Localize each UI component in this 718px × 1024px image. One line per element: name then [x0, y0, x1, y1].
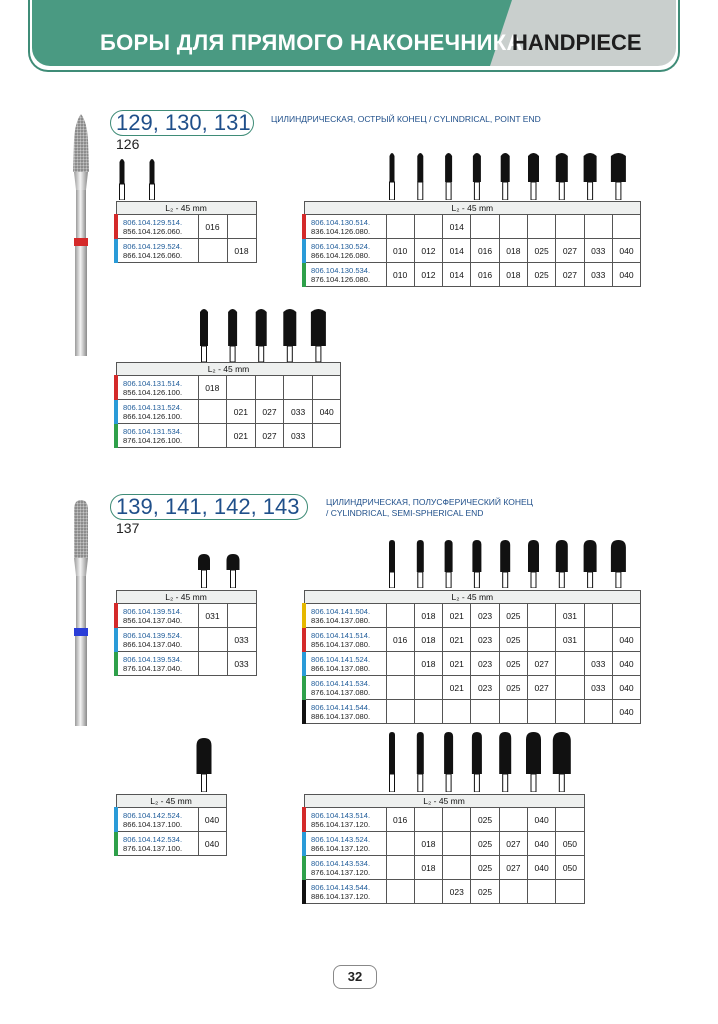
size-cell: 027 — [255, 400, 284, 424]
bur-icon — [417, 153, 423, 200]
table-row — [116, 808, 226, 832]
bur-icons-143 — [384, 730, 584, 792]
size-cell — [227, 604, 256, 628]
size-cell: 016 — [198, 215, 227, 239]
table-row — [304, 604, 641, 628]
catalog-code-secondary: 876.104.137.040. — [123, 663, 183, 673]
size-cell — [499, 808, 527, 832]
bur-icon — [256, 309, 267, 362]
size-cell: 010 — [386, 239, 414, 263]
catalog-code-primary: 806.104.129.524. — [123, 241, 183, 251]
catalog-code — [116, 239, 198, 263]
bur-shank-round-blue — [66, 498, 96, 728]
catalog-code — [304, 832, 386, 856]
size-cell: 033 — [584, 652, 612, 676]
size-cell — [386, 856, 414, 880]
catalog-code-primary: 806.104.141.534. — [311, 678, 371, 688]
size-cell — [527, 700, 555, 724]
size-cell: 033 — [284, 424, 313, 448]
size-cell: 012 — [414, 263, 442, 287]
size-cell — [471, 700, 499, 724]
catalog-code-primary: 806.104.143.524. — [311, 834, 371, 844]
size-cell: 014 — [443, 239, 471, 263]
table-139 — [114, 590, 257, 676]
size-cell: 018 — [414, 604, 442, 628]
size-cell — [386, 215, 414, 239]
header-title-en: HANDPIECE — [512, 30, 642, 55]
size-cell — [443, 832, 471, 856]
table-row — [116, 215, 256, 239]
size-cell: 025 — [499, 676, 527, 700]
size-cell — [471, 215, 499, 239]
bur-icons-141 — [384, 538, 644, 588]
size-cell: 040 — [198, 832, 226, 856]
size-cell: 033 — [584, 676, 612, 700]
size-cell — [312, 424, 341, 448]
size-cell — [556, 215, 584, 239]
catalog-code-primary: 806.104.141.524. — [311, 654, 371, 664]
bur-icon — [472, 732, 482, 792]
catalog-code-primary: 806.104.139.534. — [123, 654, 183, 664]
bur-icon — [197, 738, 212, 792]
size-cell: 023 — [443, 880, 471, 904]
size-cell: 033 — [227, 628, 256, 652]
table-row — [116, 376, 341, 400]
catalog-code-primary: 806.104.143.514. — [311, 810, 371, 820]
bur-icon — [611, 540, 626, 588]
size-cell: 027 — [527, 652, 555, 676]
size-cell — [414, 215, 442, 239]
page-number: 32 — [333, 965, 377, 989]
catalog-code — [116, 628, 198, 652]
l2-header: L₂ - 45 mm — [304, 202, 641, 215]
catalog-code-primary: 806.104.139.514. — [123, 606, 183, 616]
size-cell — [414, 808, 442, 832]
bur-icon — [389, 732, 395, 792]
size-cell: 025 — [471, 832, 499, 856]
catalog-code-primary: 806.104.142.524. — [123, 810, 183, 820]
size-cell — [612, 604, 640, 628]
size-cell — [386, 832, 414, 856]
size-cell — [443, 700, 471, 724]
catalog-code-secondary: 886.104.137.120. — [311, 891, 371, 901]
size-cell: 050 — [556, 856, 584, 880]
catalog-code — [304, 263, 386, 287]
catalog-code-primary: 806.104.130.534. — [311, 265, 371, 275]
size-cell: 023 — [471, 676, 499, 700]
size-cell: 012 — [414, 239, 442, 263]
table-row — [304, 239, 641, 263]
size-cell — [386, 604, 414, 628]
size-cell — [584, 700, 612, 724]
size-cell — [556, 808, 584, 832]
bur-icon — [200, 309, 208, 362]
size-cell: 040 — [612, 239, 640, 263]
catalog-code-secondary: 876.104.137.120. — [311, 867, 371, 877]
bur-icon — [556, 153, 568, 200]
section1-description: ЦИЛИНДРИЧЕСКАЯ, ОСТРЫЙ КОНЕЦ / CYLINDRICAL, POINT END — [271, 114, 541, 124]
size-cell: 021 — [227, 400, 256, 424]
catalog-code — [304, 700, 386, 724]
table-row — [304, 880, 584, 904]
catalog-code — [304, 880, 386, 904]
catalog-code — [116, 832, 198, 856]
size-cell: 016 — [386, 628, 414, 652]
catalog-code-secondary: 866.104.126.080. — [311, 250, 371, 260]
catalog-code-secondary: 856.104.137.040. — [123, 615, 183, 625]
size-cell: 025 — [527, 263, 555, 287]
table-row — [304, 628, 641, 652]
bur-icon — [444, 732, 453, 792]
catalog-code-primary: 806.104.139.524. — [123, 630, 183, 640]
catalog-code-secondary: 876.104.126.100. — [123, 435, 183, 445]
size-cell: 031 — [556, 628, 584, 652]
size-cell: 016 — [471, 263, 499, 287]
size-cell — [255, 376, 284, 400]
catalog-code-primary: 806.104.141.544. — [311, 702, 371, 712]
section2-numbers: 139, 141, 142, 143 — [116, 494, 300, 519]
size-cell — [198, 652, 227, 676]
catalog-code-secondary: 876.104.126.080. — [311, 274, 371, 284]
size-cell — [584, 215, 612, 239]
size-cell: 040 — [198, 808, 226, 832]
size-cell: 027 — [499, 856, 527, 880]
catalog-code-primary: 806.104.142.534. — [123, 834, 183, 844]
catalog-code-secondary: 876.104.137.100. — [123, 843, 183, 853]
bur-icon — [120, 159, 125, 200]
size-cell — [499, 880, 527, 904]
catalog-code-secondary: 866.104.137.120. — [311, 843, 371, 853]
catalog-code-secondary: 856.104.126.060. — [123, 226, 183, 236]
size-cell — [556, 676, 584, 700]
table-row — [304, 832, 584, 856]
table-129 — [114, 201, 257, 263]
catalog-code-primary: 806.104.130.514. — [311, 217, 371, 227]
size-cell: 025 — [471, 880, 499, 904]
size-cell: 018 — [414, 628, 442, 652]
l2-header: L₂ - 45 mm — [304, 591, 641, 604]
table-row — [116, 652, 256, 676]
catalog-code — [304, 604, 386, 628]
catalog-code — [116, 424, 198, 448]
catalog-code — [304, 239, 386, 263]
l2-header: L₂ - 45 mm — [116, 795, 226, 808]
catalog-code-secondary: 856.104.137.080. — [311, 639, 371, 649]
bur-icon — [528, 153, 539, 200]
size-cell — [386, 700, 414, 724]
size-cell: 018 — [414, 652, 442, 676]
size-cell: 027 — [255, 424, 284, 448]
bur-icon — [417, 540, 424, 588]
catalog-code-secondary: 866.104.126.060. — [123, 250, 183, 260]
catalog-code — [116, 215, 198, 239]
size-cell — [499, 700, 527, 724]
size-cell: 027 — [499, 832, 527, 856]
bur-icon — [311, 309, 326, 362]
catalog-code — [304, 652, 386, 676]
size-cell — [527, 215, 555, 239]
bur-icon — [584, 540, 597, 588]
catalog-code-secondary: 866.104.137.080. — [311, 663, 371, 673]
l2-header: L₂ - 45 mm — [116, 591, 256, 604]
size-cell: 025 — [499, 652, 527, 676]
size-cell — [386, 676, 414, 700]
table-131 — [114, 362, 341, 448]
table-row — [116, 424, 341, 448]
l2-header: L₂ - 45 mm — [116, 202, 256, 215]
size-cell: 040 — [612, 676, 640, 700]
table-row — [304, 215, 641, 239]
size-cell: 018 — [414, 856, 442, 880]
bur-icons-130 — [384, 150, 644, 200]
bur-icon — [417, 732, 424, 792]
bur-icons-131 — [196, 306, 340, 362]
catalog-code — [304, 808, 386, 832]
size-cell — [386, 880, 414, 904]
catalog-code-primary: 806.104.143.534. — [311, 858, 371, 868]
table-row — [116, 400, 341, 424]
size-cell — [556, 700, 584, 724]
catalog-code — [304, 676, 386, 700]
bur-icon — [499, 732, 511, 792]
size-cell — [556, 652, 584, 676]
l2-header: L₂ - 45 mm — [116, 363, 341, 376]
size-cell: 018 — [499, 239, 527, 263]
table-row — [304, 263, 641, 287]
catalog-code — [116, 604, 198, 628]
size-cell: 040 — [612, 628, 640, 652]
bur-icon — [528, 540, 539, 588]
catalog-code-secondary: 866.104.126.100. — [123, 411, 183, 421]
bur-icon — [227, 554, 240, 588]
size-cell — [284, 376, 313, 400]
catalog-code-secondary: 866.104.137.100. — [123, 819, 183, 829]
size-cell — [227, 215, 256, 239]
size-cell — [386, 652, 414, 676]
size-cell — [198, 400, 227, 424]
table-130 — [302, 201, 641, 287]
section1-sub: 126 — [116, 136, 140, 152]
size-cell — [612, 215, 640, 239]
catalog-code-secondary: 856.104.137.120. — [311, 819, 371, 829]
size-cell — [527, 628, 555, 652]
catalog-code-secondary: 886.104.137.080. — [311, 711, 371, 721]
size-cell — [556, 880, 584, 904]
size-cell: 031 — [198, 604, 227, 628]
catalog-code-primary: 806.104.141.514. — [311, 630, 371, 640]
catalog-code-primary: 806.104.131.514. — [123, 378, 183, 388]
size-cell: 014 — [443, 215, 471, 239]
size-cell: 023 — [471, 628, 499, 652]
catalog-code-primary: 806.104.131.534. — [123, 426, 183, 436]
size-cell — [527, 880, 555, 904]
bur-icon — [445, 540, 453, 588]
bur-icon — [473, 153, 481, 200]
bur-icon — [611, 153, 626, 200]
size-cell: 033 — [284, 400, 313, 424]
size-cell: 025 — [471, 856, 499, 880]
size-cell: 050 — [556, 832, 584, 856]
catalog-code — [304, 215, 386, 239]
size-cell: 040 — [527, 856, 555, 880]
catalog-code — [116, 400, 198, 424]
size-cell: 025 — [471, 808, 499, 832]
size-cell: 033 — [584, 263, 612, 287]
bur-icon — [553, 732, 571, 792]
bur-icons-142 — [196, 736, 226, 792]
size-cell — [584, 628, 612, 652]
size-cell — [527, 604, 555, 628]
header-title-ru: БОРЫ ДЛЯ ПРЯМОГО НАКОНЕЧНИКА — [100, 30, 523, 55]
size-cell: 010 — [386, 263, 414, 287]
catalog-code-secondary: 836.104.137.080. — [311, 615, 371, 625]
table-row — [116, 604, 256, 628]
size-cell — [443, 808, 471, 832]
size-cell — [414, 700, 442, 724]
size-cell: 018 — [499, 263, 527, 287]
size-cell — [312, 376, 341, 400]
size-cell — [443, 856, 471, 880]
size-cell: 025 — [499, 604, 527, 628]
table-row — [304, 676, 641, 700]
section2-sub: 137 — [116, 520, 140, 536]
size-cell: 033 — [584, 239, 612, 263]
size-cell: 023 — [471, 652, 499, 676]
bur-icon — [228, 309, 237, 362]
size-cell: 016 — [471, 239, 499, 263]
table-row — [116, 832, 226, 856]
catalog-code-secondary: 836.104.126.080. — [311, 226, 371, 236]
size-cell: 031 — [556, 604, 584, 628]
size-cell: 021 — [443, 676, 471, 700]
bur-icon — [526, 732, 541, 792]
table-row — [116, 628, 256, 652]
size-cell: 021 — [443, 628, 471, 652]
bur-icon — [556, 540, 568, 588]
size-cell: 025 — [527, 239, 555, 263]
table-143 — [302, 794, 585, 904]
size-cell: 040 — [527, 832, 555, 856]
size-cell: 040 — [612, 263, 640, 287]
table-row — [304, 652, 641, 676]
size-cell: 033 — [227, 652, 256, 676]
bur-icons-129 — [114, 156, 254, 200]
size-cell: 023 — [471, 604, 499, 628]
size-cell: 040 — [612, 652, 640, 676]
bur-icon — [389, 540, 395, 588]
catalog-code-primary: 806.104.141.504. — [311, 606, 371, 616]
bur-icon — [445, 153, 452, 200]
size-cell: 016 — [386, 808, 414, 832]
catalog-code-secondary: 856.104.126.100. — [123, 387, 183, 397]
size-cell: 040 — [612, 700, 640, 724]
table-row — [304, 700, 641, 724]
table-row — [116, 239, 256, 263]
catalog-code — [304, 628, 386, 652]
size-cell: 018 — [414, 832, 442, 856]
bur-icon — [584, 153, 597, 200]
size-cell — [198, 628, 227, 652]
table-141 — [302, 590, 641, 724]
size-cell: 027 — [556, 263, 584, 287]
bur-icon — [198, 554, 210, 588]
bur-icon — [283, 309, 296, 362]
size-cell: 040 — [312, 400, 341, 424]
section2-description-1: ЦИЛИНДРИЧЕСКАЯ, ПОЛУСФЕРИЧЕСКИЙ КОНЕЦ — [326, 497, 533, 507]
catalog-code-secondary: 876.104.137.080. — [311, 687, 371, 697]
catalog-code — [116, 808, 198, 832]
table-row — [304, 808, 584, 832]
table-142 — [114, 794, 227, 856]
size-cell: 021 — [443, 652, 471, 676]
size-cell: 021 — [227, 424, 256, 448]
catalog-code-secondary: 866.104.137.040. — [123, 639, 183, 649]
catalog-code — [304, 856, 386, 880]
size-cell: 027 — [556, 239, 584, 263]
l2-header: L₂ - 45 mm — [304, 795, 584, 808]
size-cell — [198, 424, 227, 448]
catalog-code-primary: 806.104.143.544. — [311, 882, 371, 892]
size-cell — [414, 880, 442, 904]
bur-icon — [150, 159, 155, 200]
size-cell: 040 — [527, 808, 555, 832]
section1-numbers: 129, 130, 131 — [116, 110, 251, 135]
bur-icons-139 — [196, 552, 256, 588]
catalog-code — [116, 376, 198, 400]
bur-icon — [501, 153, 510, 200]
size-cell: 018 — [198, 376, 227, 400]
bur-shank-point-red — [66, 112, 96, 362]
size-cell — [198, 239, 227, 263]
size-cell: 014 — [443, 263, 471, 287]
size-cell: 027 — [527, 676, 555, 700]
bur-icon — [472, 540, 481, 588]
catalog-code-primary: 806.104.130.524. — [311, 241, 371, 251]
bur-icon — [390, 153, 395, 200]
bur-icon — [500, 540, 510, 588]
catalog-code — [116, 652, 198, 676]
catalog-code-primary: 806.104.131.524. — [123, 402, 183, 412]
size-cell — [584, 604, 612, 628]
size-cell: 021 — [443, 604, 471, 628]
size-cell: 018 — [227, 239, 256, 263]
size-cell: 025 — [499, 628, 527, 652]
size-cell — [414, 676, 442, 700]
catalog-code-primary: 806.104.129.514. — [123, 217, 183, 227]
size-cell — [499, 215, 527, 239]
table-row — [304, 856, 584, 880]
size-cell — [227, 376, 256, 400]
section2-description-2: / CYLINDRICAL, SEMI-SPHERICAL END — [326, 508, 484, 518]
